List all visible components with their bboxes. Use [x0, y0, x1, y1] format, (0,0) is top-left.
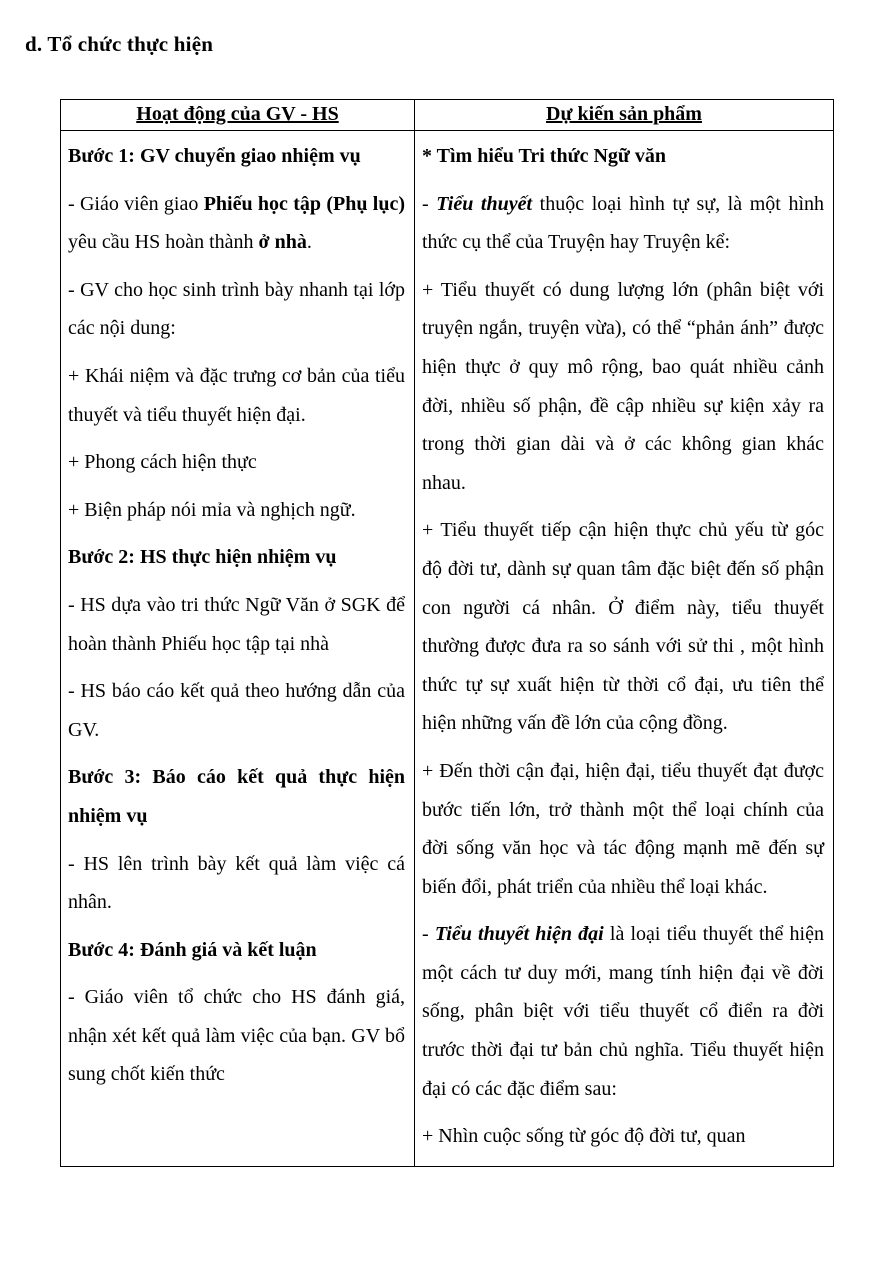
text-run: là loại tiểu thuyết thể hiện một cách tư duy mới, mang tính hiện đại về đời sống, phân biệt với tiểu thuyết cổ điển ra đời trước thời đại tư bản chủ nghĩa. Tiểu thuyết hiện đại có các đặc điểm sau:	[422, 923, 824, 1100]
text-run: Bước 4: Đánh giá và kết luận	[68, 938, 317, 961]
paragraph	[68, 978, 405, 1094]
text-run: -	[422, 192, 437, 215]
text-run: .	[306, 231, 312, 254]
paragraph	[422, 915, 824, 1108]
text-run: - HS báo cáo kết quả theo hướng dẫn của GV.	[68, 680, 405, 741]
paragraph	[422, 185, 824, 262]
paragraph	[68, 538, 405, 577]
table-header-expected-products	[415, 100, 834, 131]
text-run: + Tiểu thuyết tiếp cận hiện thực chủ yếu từ góc độ đời tư, dành sự quan tâm đặc biệt đến số phận con người cá nhân. Ở điểm này, tiểu thuyết thường được đưa ra so sánh với sử thi , một hình thức tự sự xuất hiện từ thời cổ đại, ưu tiên thể hiện những vấn đề lớn của cộng đồng.	[422, 519, 824, 735]
paragraph	[68, 931, 405, 970]
text-run: + Biện pháp nói mỉa và nghịch ngữ.	[68, 498, 356, 521]
paragraph	[422, 1117, 824, 1156]
text-run: - HS dựa vào tri thức Ngữ Văn ở SGK để hoàn thành Phiếu học tập tại nhà	[68, 593, 405, 655]
paragraph	[422, 137, 824, 176]
paragraph	[68, 185, 405, 262]
text-run: Bước 3: Báo cáo kết quả thực hiện nhiệm vụ	[68, 766, 405, 827]
text-run: + Đến thời cận đại, hiện đại, tiểu thuyết đạt được bước tiến lớn, trở thành một thể loại chính của đời sống văn học và tác động mạnh mẽ đến sự biến đổi, phát triển của nhiều thể loại khác.	[422, 759, 824, 898]
text-run: -	[422, 923, 435, 946]
text-run: - Giáo viên tổ chức cho HS đánh giá, nhận xét kết quả làm việc của bạn. GV bổ sung chốt kiến thức	[68, 986, 405, 1086]
table-cell-activities	[61, 131, 415, 1167]
table-header-row	[61, 100, 834, 131]
paragraph	[68, 586, 405, 663]
table-header-expected-products-label: Dự kiến sản phẩm	[546, 103, 702, 125]
text-run: ở nhà	[258, 231, 307, 254]
text-run: Bước 1: GV chuyển giao nhiệm vụ	[68, 145, 361, 167]
text-run: Bước 2: HS thực hiện nhiệm vụ	[68, 546, 337, 569]
paragraph	[68, 443, 405, 482]
text-run: - HS lên trình bày kết quả làm việc cá nhân.	[68, 852, 405, 914]
text-run: Phiếu học tập (Phụ lục)	[203, 192, 405, 215]
paragraph	[68, 491, 405, 530]
paragraph	[68, 672, 405, 749]
table-header-activities	[61, 100, 415, 131]
text-run: Tiểu thuyết hiện đại	[434, 923, 604, 946]
table-body-row	[61, 131, 834, 1167]
paragraph	[68, 357, 405, 434]
paragraph	[68, 137, 405, 176]
paragraph	[422, 511, 824, 743]
text-run: thuộc loại hình tự sự, là một hình thức cụ thể của Truyện hay Truyện kể:	[422, 192, 825, 254]
text-run: + Khái niệm và đặc trưng cơ bản của tiểu thuyết và tiểu thuyết hiện đại.	[68, 364, 405, 426]
text-run: + Tiểu thuyết có dung lượng lớn (phân biệt với truyện ngắn, truyện vừa), có thể “phản ánh” được hiện thực ở quy mô rộng, bao quát nhiều cảnh đời, nhiều số phận, đề cập nhiều sự kiện xảy ra trong thời gian dài và ở các không gian khác nhau.	[422, 278, 824, 494]
paragraph	[422, 271, 824, 503]
table-cell-expected-products	[415, 131, 834, 1167]
section-heading: d. Tổ chức thực hiện	[25, 32, 214, 56]
text-run: Tiểu thuyết	[436, 192, 533, 215]
text-run: - Giáo viên giao	[68, 192, 204, 215]
paragraph	[68, 271, 405, 348]
table-header-activities-label: Hoạt động của GV - HS	[136, 103, 339, 125]
text-run: * Tìm hiểu Tri thức Ngữ văn	[422, 145, 667, 167]
text-run: yêu cầu HS hoàn thành	[68, 231, 259, 254]
text-run: + Phong cách hiện thực	[68, 451, 257, 474]
paragraph	[68, 758, 405, 835]
paragraph	[422, 752, 824, 906]
paragraph	[68, 845, 405, 922]
text-run: + Nhìn cuộc sống từ góc độ đời tư, quan	[422, 1125, 746, 1148]
lesson-plan-table	[60, 99, 834, 1167]
text-run: - GV cho học sinh trình bày nhanh tại lớp các nội dung:	[68, 278, 405, 340]
